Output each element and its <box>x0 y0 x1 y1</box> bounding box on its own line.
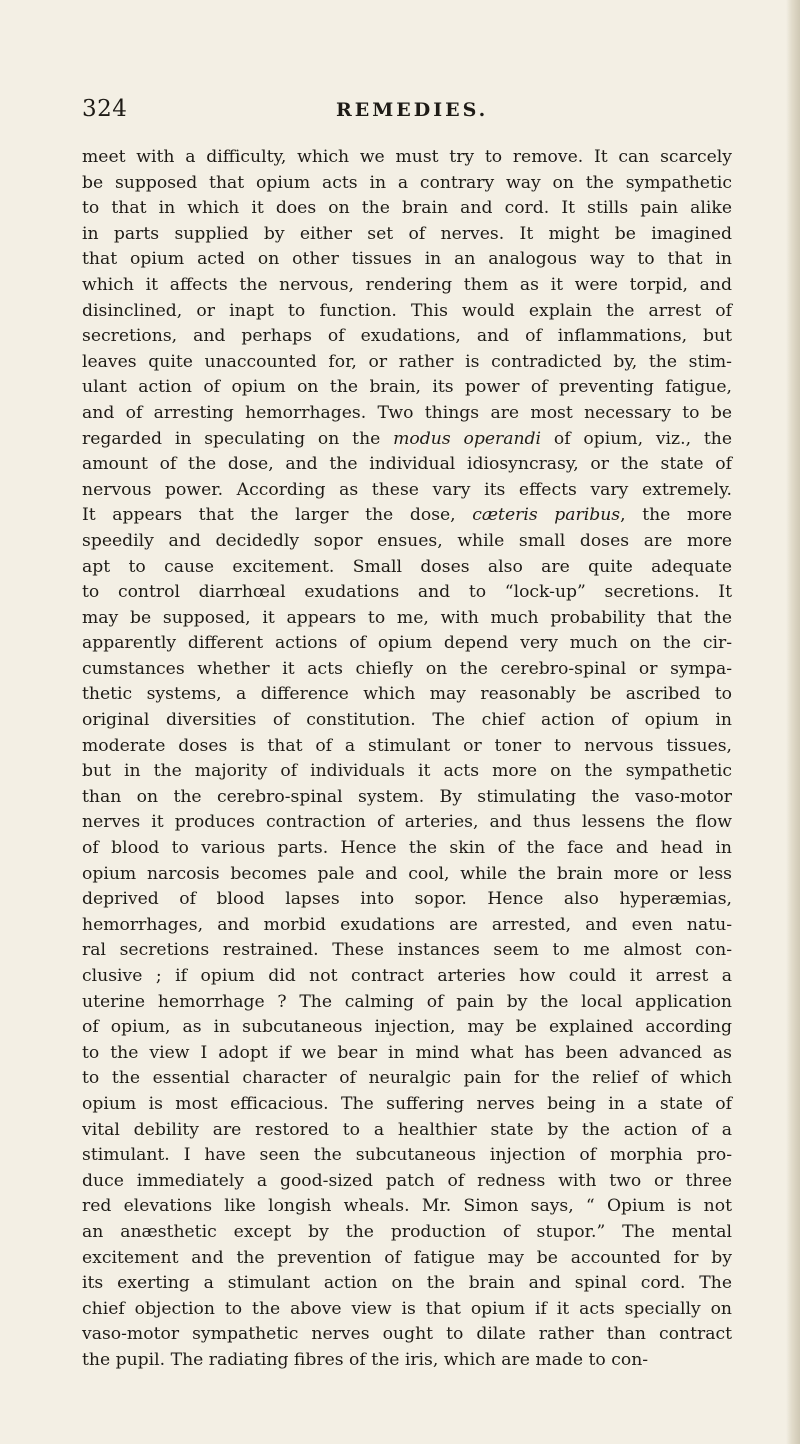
text-line: to control diarrhœal exudations and to “lock-up” secretions. It <box>82 582 732 603</box>
text-line: to that in which it does on the brain and cord. It stills pain alike <box>82 198 732 219</box>
page-number: 324 <box>82 96 128 122</box>
text-line: original diversities of constitution. The chief action of opium in <box>82 710 732 731</box>
text-line: its exerting a stimulant action on the brain and spinal cord. The <box>82 1273 732 1294</box>
text-line: secretions, and perhaps of exudations, and of inflammations, but <box>82 326 732 347</box>
text-line: It appears that the larger the dose, cæteris paribus, the more <box>82 505 732 526</box>
text-line: and of arresting hemorrhages. Two things are most necessary to be <box>82 402 732 423</box>
text-line: red elevations like longish wheals. Mr. Simon says, “ Opium is not <box>82 1196 732 1217</box>
text-line: leaves quite unaccounted for, or rather is contradicted by, the stim- <box>82 351 732 372</box>
text-line: opium narcosis becomes pale and cool, while the brain more or less <box>82 863 732 884</box>
text-line: chief objection to the above view is that opium if it acts specially on <box>82 1298 732 1319</box>
text-line: in parts supplied by either set of nerves. It might be imagined <box>82 223 732 244</box>
text-line: the pupil. The radiating fibres of the iris, which are made to con- <box>82 1349 649 1370</box>
text-line: vital debility are restored to a healthier state by the action of a <box>82 1119 732 1140</box>
text-line: regarded in speculating on the modus operandi of opium, viz., the <box>82 428 732 449</box>
text-line: vaso-motor sympathetic nerves ought to dilate rather than contract <box>82 1324 732 1345</box>
text-line: to the view I adopt if we bear in mind what has been advanced as <box>82 1042 732 1063</box>
text-line: amount of the dose, and the individual idiosyncrasy, or the state of <box>82 454 732 475</box>
text-line: excitement and the prevention of fatigue may be accounted for by <box>82 1247 732 1268</box>
text-line: deprived of blood lapses into sopor. Hence also hyperæmias, <box>82 889 732 910</box>
text-line: but in the majority of individuals it acts more on the sympathetic <box>82 761 732 782</box>
page-header <box>82 96 732 132</box>
text-line: uterine hemorrhage ? The calming of pain by the local application <box>82 991 732 1012</box>
text-line: clusive ; if opium did not contract arteries how could it arrest a <box>82 966 732 986</box>
text-line: be supposed that opium acts in a contrary way on the sympathetic <box>82 172 732 193</box>
italic-phrase: cæteris paribus <box>472 505 621 526</box>
text-line: of opium, as in subcutaneous injection, may be explained according <box>82 1017 732 1038</box>
text-line: speedily and decidedly sopor ensues, while small doses are more <box>82 530 732 551</box>
text-line: that opium acted on other tissues in an analogous way to that in <box>82 249 732 270</box>
text-line: moderate doses is that of a stimulant or toner to nervous tissues, <box>82 735 732 756</box>
running-head: REMEDIES. <box>336 99 489 121</box>
text-line: of blood to various parts. Hence the skin of the face and head in <box>82 838 732 859</box>
text-line: opium is most efficacious. The suffering nerves being in a state of <box>82 1093 732 1114</box>
text-line: stimulant. I have seen the subcutaneous injection of morphia pro- <box>82 1145 732 1166</box>
text-line: nerves it produces contraction of arteries, and thus lessens the flow <box>82 812 732 833</box>
text-line: cumstances whether it acts chiefly on the cerebro-spinal or sympa- <box>82 658 732 679</box>
text-line: apt to cause excitement. Small doses also are quite adequate <box>82 556 732 577</box>
text-line: apparently different actions of opium depend very much on the cir- <box>82 633 732 654</box>
text-line: to the essential character of neuralgic pain for the relief of which <box>82 1068 732 1089</box>
page-edge-shadow <box>786 0 800 1444</box>
text-line: ral secretions restrained. These instances seem to me almost con- <box>82 940 732 961</box>
text-line: ulant action of opium on the brain, its power of preventing fatigue, <box>82 377 732 398</box>
italic-phrase: modus operandi <box>393 428 542 449</box>
text-line: hemorrhages, and morbid exudations are arrested, and even natu- <box>82 914 732 935</box>
text-line: which it affects the nervous, rendering them as it were torpid, and <box>82 274 732 295</box>
text-line: disinclined, or inapt to function. This would explain the arrest of <box>82 300 732 321</box>
text-line: duce immediately a good-sized patch of redness with two or three <box>82 1170 732 1191</box>
text-line: nervous power. According as these vary its effects vary extremely. <box>82 479 732 500</box>
text-line: an anæsthetic except by the production of stupor.” The mental <box>82 1221 732 1242</box>
body-text <box>82 145 732 1374</box>
text-line: meet with a difficulty, which we must try to remove. It can scarcely <box>82 147 732 167</box>
text-line: may be supposed, it appears to me, with much probability that the <box>82 607 732 628</box>
text-line: thetic systems, a difference which may reasonably be ascribed to <box>82 684 732 705</box>
text-line: than on the cerebro-spinal system. By stimulating the vaso-motor <box>82 786 732 807</box>
